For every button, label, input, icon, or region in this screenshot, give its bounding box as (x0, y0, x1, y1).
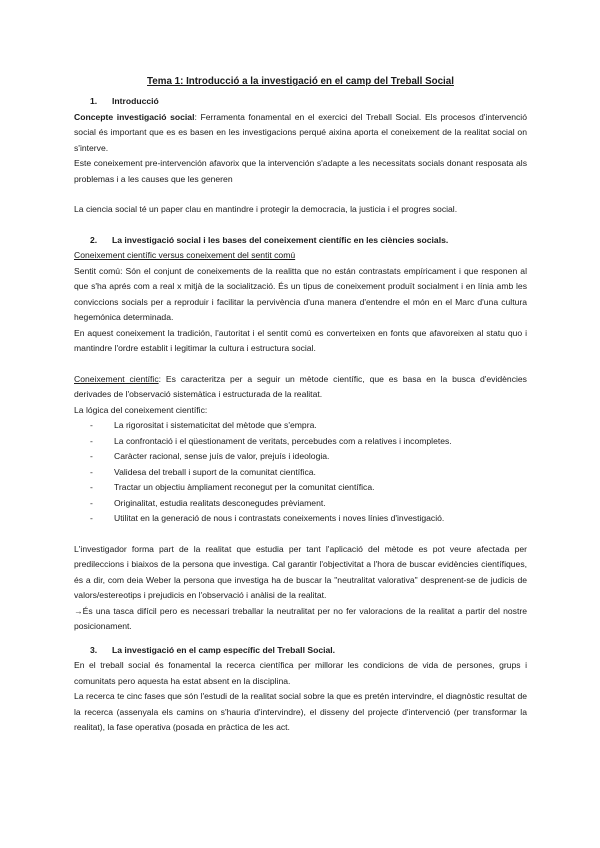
section-3-number: 3. (90, 644, 98, 655)
document-title: Tema 1: Introducció a la investigació en el camp del Treball Social (147, 76, 454, 87)
investigador-paragraph: L'investigador forma part de la realitat que estudia per tant l'aplicació del mètode es pot veure afectada per predileccions i biaixos de la persona que investiga. Cal garantir l'objectivitat a l'hora de buscar evidències científiques, és a dir, com deia Weber la persona que investiga ha de buscar la "neutralitat valorativa" desprenent-se de judicis de valors/estereotips i prejudicis en l'observació i anàlisi de la realitat. (74, 543, 527, 600)
section-2-number: 2. (90, 234, 98, 245)
section-1-number: 1. (90, 96, 98, 106)
section-1-paragraph-2: Este coneixement pre-intervención afavorix que la intervención s'adapte a les necessitats socials donant resposata als problemas i a les causes que les generen (74, 158, 527, 184)
section-2-subheading: Coneixement científic versus coneixement del sentit comú (74, 250, 296, 260)
sentit-comu-paragraph: Sentit comú: Són el conjunt de coneixements de la realitta que no están contrastats empíricament i que responen al que s'ha aprés com a real x mitjà de la socialització. És un tipus de coneixement produït socialment i en línia amb les conviccions socials per a reproduir i facilitar la pervivència d'una manera d'entendre el món en el Marc d'una cultura hegemónica determinada. (74, 265, 527, 322)
section-1-heading (74, 94, 527, 110)
list-item: - Tractar un objectiu àmpliament reconegut per la comunitat científica. (74, 480, 527, 496)
sci-text: : Es caracteritza per a seguir un mètode científic, que es basa en la busca d'evidències derivades de l'observació sistemàtica i estructurada de la realitat. (74, 373, 527, 399)
list-item: - Caràcter racional, sense juís de valor, prejuís i ideologia. (74, 449, 527, 465)
list-item: - Originalitat, estudia realitats desconegudes prèviament. (74, 496, 527, 512)
list-item: - La rigorositat i sistematicitat del mètode que s'empra. (74, 418, 527, 434)
spacer (74, 635, 527, 643)
tradicio-paragraph: En aquest coneixement la tradición, l'autoritat i el sentit comú es converteixen en fonts que afavoreixen al statu quo i mantindre l'ordre establit i legitimar la cultura i estructura social. (74, 327, 527, 353)
spacer (74, 357, 527, 372)
spacer (74, 218, 527, 233)
spacer (74, 187, 527, 202)
section-3-heading (74, 643, 527, 659)
list-item: - Utilitat en la generació de nous i contrastats coneixements i noves línies d'investigació. (74, 511, 527, 527)
section-2-heading (74, 233, 527, 249)
section-3-paragraph-1: En el treball social és fonamental la recerca científica per millorar les condicions de vida de persones, grups i comunitats pero aquesta ha estat absent en la disciplina. (74, 660, 527, 686)
section-3-title: La investigació en el camp específic del Treball Social. (112, 644, 336, 655)
logic-list (74, 418, 527, 527)
list-item: - La confrontació i el qüestionament de veritats, percebudes com a relatives i incompletes. (74, 434, 527, 450)
neutralitat-paragraph: →És una tasca difícil pero es necessari treballar la neutralitat per no fer valoracions de la realitat a partir del nostre posicionament. (74, 605, 527, 631)
section-1-paragraph-3: La ciencia social té un paper clau en mantindre i protegir la democracia, la justicia i el progres social. (74, 204, 458, 214)
concept-text: : Ferramenta fonamental en el exercici del Treball Social. Els procesos d'intervenció social és important que es es basen en les investigacions perqué aixina aporta el coneixement de la realitat social on s'interve. (74, 111, 527, 153)
section-3-paragraph-2: La recerca te cinc fases que són l'estudi de la realitat social sobre la que es pretén intervindre, el diagnòstic resultat de la recerca (assenyala els camins on s'hauria d'intervindre), el disseny del projecte d'intervenció (per transformar la realitat), la fase operativa (posada en pràctica de les act. (74, 691, 527, 732)
sci-label: Coneixement científic (74, 373, 159, 384)
section-1-title: Introducció (112, 96, 159, 106)
list-item: - Validesa del treball i suport de la comunitat científica. (74, 465, 527, 481)
logic-label: La lógica del coneixement científic: (74, 404, 208, 415)
section-2-title: La investigació social i les bases del coneixement científic en les ciències socials. (112, 234, 449, 245)
spacer (74, 527, 527, 542)
coneixement-cientific-paragraph (74, 372, 527, 403)
concept-label: Concepte investigació social (74, 111, 195, 122)
section-1-concept-paragraph (74, 110, 527, 157)
document-body (74, 74, 527, 736)
